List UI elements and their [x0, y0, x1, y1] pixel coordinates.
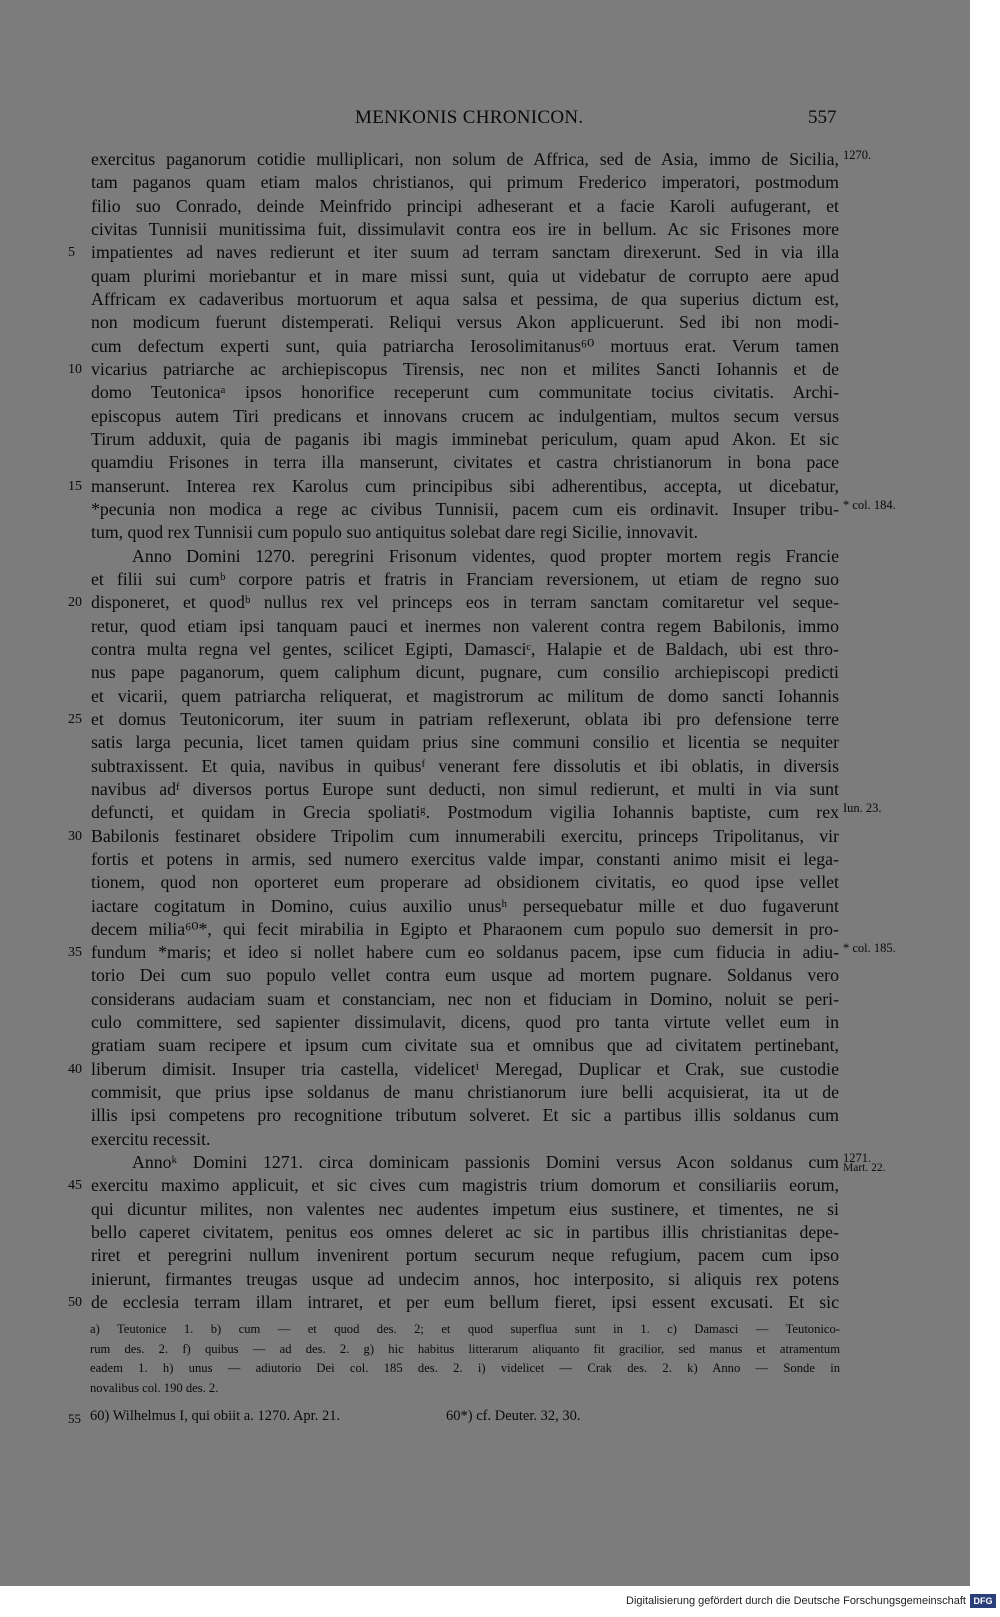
line-text: de ecclesia terram illam intraret, et per eum bellum fieret, ipsi essent excusati. Et sic [91, 1292, 839, 1313]
text-line [0, 895, 970, 918]
footnote-60-star: 60*) cf. Deuter. 32, 30. [446, 1408, 581, 1424]
text-line [0, 311, 970, 334]
running-title: MENKONIS CHRONICON. [355, 107, 584, 128]
main-text [0, 148, 970, 1314]
text-line [0, 964, 970, 987]
funding-credit: Digitalisierung gefördert durch die Deutsche Forschungsgemeinschaft [626, 1595, 966, 1607]
line-text: tionem, quod non oporteret eum properare ad obsidionem civitatis, eo quod ipse vellet [91, 872, 839, 893]
line-text: illis ipsi competens pro recognitione tributum solveret. Et sic a partibus illis soldanus cum [91, 1105, 839, 1126]
line-number: 55 [68, 1411, 81, 1426]
text-line [0, 918, 970, 941]
line-text: liberum dimisit. Insuper tria castella, videlicetⁱ Meregad, Duplicar et Crak, sue custodie [91, 1058, 839, 1079]
text-line [0, 148, 970, 171]
line-text: satis larga pecunia, licet tamen quidam prius sine communi consilio et licentia se nequiter [91, 732, 839, 753]
margin-note: 1270. [843, 148, 872, 162]
line-number: 15 [68, 478, 82, 494]
text-line [0, 498, 970, 521]
line-text: filio suo Conrado, deinde Meinfrido principi adheserant et a facie Karoli aufugerant, et [91, 195, 839, 216]
text-line [0, 1058, 970, 1081]
text-line [0, 1244, 970, 1267]
text-line [0, 1128, 970, 1151]
footnotes [0, 1408, 970, 1432]
line-number: 10 [68, 361, 82, 377]
line-number: 40 [68, 1061, 82, 1077]
text-line [0, 941, 970, 964]
line-text: quamdiu Frisones in terra illa manserunt, civitates et castra christianorum in bona pace [91, 452, 839, 473]
line-text: decem milia⁶⁰*, qui fecit mirabilia in Egipto et Pharaonem cum populo suo demersit in pro- [91, 918, 839, 939]
page-header [0, 107, 970, 133]
line-text: qui dicuntur milites, non valentes nec audentes impetum eius sustinere, et timentes, ne si [91, 1198, 839, 1219]
line-text: tum, quod rex Tunnisii cum populo suo antiquitus solebat dare regi Sicilie, innovavit. [91, 522, 698, 543]
line-text: *pecunia non modica a rege ac civibus Tunnisii, pacem cum eis ordinavit. Insuper tribu- [91, 498, 839, 519]
line-number: 50 [68, 1295, 82, 1311]
line-number: 20 [68, 595, 82, 611]
line-text: exercitu recessit. [91, 1128, 211, 1149]
text-line [0, 1174, 970, 1197]
text-line [0, 755, 970, 778]
text-line [0, 825, 970, 848]
line-text: disponeret, et quodᵇ nullus rex vel princeps eos in terram sanctam comitaretur vel seque- [91, 592, 839, 613]
text-line [0, 1034, 970, 1057]
line-text: et filii sui cumᵇ corpore patris et fratris in Franciam reversionem, ut etiam de regno suo [91, 568, 839, 589]
line-text: Annoᵏ Domini 1271. circa dominicam passionis Domini versus Acon soldanus cum [132, 1152, 839, 1173]
line-text: et vicarii, quem patriarcha reliquerat, et magistrorum ac militum de domo sancti Iohannis [91, 685, 839, 706]
line-text: manserunt. Interea rex Karolus cum principibus sibi adherentibus, accepta, ut dicebatur, [91, 475, 839, 496]
line-text: Anno Domini 1270. peregrini Frisonum videntes, quod propter mortem regis Francie [132, 545, 839, 566]
apparatus-line: rum des. 2. f) quibus — ad des. 2. g) hic habitus litterarum aliquanto fit gracilior, sed manus et atramentum [90, 1341, 840, 1356]
apparatus-line: eadem 1. h) unus — adiutorio Dei col. 185 des. 2. i) videlicet — Crak des. 2. k) Anno — Sonde in [90, 1361, 840, 1375]
footnote-60: 60) Wilhelmus I, qui obiit a. 1270. Apr. 21. [90, 1408, 341, 1424]
text-line [0, 545, 970, 568]
text-line [0, 405, 970, 428]
text-line [0, 475, 970, 498]
text-line [0, 1104, 970, 1127]
text-line [0, 591, 970, 614]
line-text: considerans audaciam suam et constanciam, nec non et fiduciam in Domino, noluit se peri- [91, 988, 839, 1009]
line-text: Affricam ex cadaveribus mortuorum et aqua salsa et pessima, de qua superius dictum est, [91, 288, 839, 309]
line-text: nus pape paganorum, quem caliphum dicunt, pugnare, cum consilio archiepiscopi predicti [91, 662, 839, 683]
text-line [0, 381, 970, 404]
line-text: episcopus autem Tiri predicans et innovans crucem ac indulgentiam, multos secum versus [91, 405, 839, 426]
line-text: culo committere, sed sapienter dissimulavit, dicens, quod pro tanta virtute vellet eum in [91, 1012, 839, 1033]
text-line [0, 1151, 970, 1174]
margin-note: Iun. 23. [843, 801, 882, 816]
line-text: defuncti, et quidam in Grecia spoliatiᵍ. Postmodum vigilia Iohannis baptiste, cum rex [91, 802, 839, 823]
text-line [0, 218, 970, 241]
text-line [0, 1221, 970, 1244]
line-text: retur, quod etiam ipsi tanquam pauci et inermes non valerent contra regem Babilonis, immo [91, 615, 839, 636]
critical-apparatus [90, 1320, 840, 1398]
text-line [0, 195, 970, 218]
line-number: 25 [68, 711, 82, 727]
text-line [0, 661, 970, 684]
line-number: 45 [68, 1178, 82, 1194]
text-line [0, 288, 970, 311]
line-text: navibus adᶠ diversos portus Europe sunt deducti, non simul redierunt, et multi in via sunt [91, 778, 839, 799]
line-text: Tirum adduxit, quia de paganis ibi magis imminebat periculum, quam apud Akon. Et sic [91, 428, 839, 449]
margin-note-date: Mart. 22. [843, 1162, 886, 1175]
text-line [0, 1081, 970, 1104]
text-line [0, 1291, 970, 1314]
line-text: quam plurimi moriebantur et in mare missi sunt, quia ut videbatur de corrupto aere apud [91, 265, 839, 286]
line-text: iactare cogitatum in Domino, cuius auxilio unusʰ persequebatur mille et duo fugaverunt [91, 895, 839, 916]
line-number: 35 [68, 945, 82, 961]
text-line [0, 241, 970, 264]
text-line [0, 358, 970, 381]
line-text: torio Dei cum suo populo vellet contra eum usque ad mortem pugnare. Soldanus vero [91, 965, 839, 986]
text-line [0, 521, 970, 544]
text-line [0, 428, 970, 451]
line-text: gratiam suam recipere et ipsum cum civitate sua et omnibus que ad civitatem pertinebant, [91, 1035, 839, 1056]
line-text: Babilonis festinaret obsidere Tripolim cum innumerabili exercitu, princeps Tripolitanus, vir [91, 825, 839, 846]
line-number: 5 [68, 245, 75, 261]
line-text: inierunt, firmantes treugas usque ad undecim annos, hoc interposito, si aliquis rex potens [91, 1268, 839, 1289]
line-text: bello caperet civitatem, penitus eos omnes deleret ac sic in partibus illis christianitas depe- [91, 1222, 839, 1243]
line-text: riret et peregrini nullum invenirent portum securum neque refugium, pacem cum ipso [91, 1245, 839, 1266]
line-text: civitas Tunnisii munitissima fuit, dissimulavit contra eos ire in bellum. Ac sic Frisones more [91, 218, 839, 239]
line-number: 30 [68, 828, 82, 844]
text-line [0, 685, 970, 708]
margin-note: * col. 185. [843, 941, 896, 956]
text-line [0, 778, 970, 801]
dfg-logo-icon: DFG [970, 1594, 996, 1608]
page-number: 557 [808, 107, 837, 128]
line-text: cum defectum experti sunt, quia patriarcha Ierosolimitanus⁶⁰ mortuus erat. Verum tamen [91, 335, 839, 356]
text-line [0, 848, 970, 871]
text-line [0, 801, 970, 824]
text-line [0, 731, 970, 754]
line-text: tam paganos quam etiam malos christianos, qui primum Frederico imperatori, postmodum [91, 172, 839, 193]
margin-note: 1271. [843, 1151, 872, 1166]
line-text: contra multa regna vel gentes, scilicet Egipti, Damasciᶜ, Halapie et de Baldach, ubi est thro- [91, 638, 839, 659]
line-text: commisit, que prius ipse soldanus de manu christianorum iure belli acquisierat, ita ut de [91, 1082, 839, 1103]
line-text: exercitus paganorum cotidie mulliplicari, non solum de Affrica, sed de Asia, immo de Sicilia, [91, 149, 839, 169]
text-line [0, 871, 970, 894]
text-line [0, 335, 970, 358]
apparatus-line: novalibus col. 190 des. 2. [90, 1380, 219, 1395]
text-line [0, 1011, 970, 1034]
footer-bar [0, 1586, 1000, 1617]
line-text: exercitu maximo applicuit, et sic cives cum magistris trium domorum et consiliariis eorum, [91, 1175, 839, 1196]
line-text: domo Teutonicaᵃ ipsos honorifice receperunt cum communitate tocius civitatis. Archi- [91, 382, 839, 403]
text-line [0, 451, 970, 474]
line-text: vicarius patriarche ac archiepiscopus Tirensis, nec non et milites Sancti Iohannis et de [91, 358, 839, 379]
line-text: subtraxissent. Et quia, navibus in quibusᶠ venerant fere dissolutis et ibi oblatis, in diversis [91, 755, 839, 776]
line-text: non modicum fuerunt distemperati. Reliqui versus Akon applicuerunt. Sed ibi non modi- [91, 312, 839, 333]
text-line [0, 988, 970, 1011]
text-line [0, 1198, 970, 1221]
margin-note: * col. 184. [843, 497, 896, 512]
text-line [0, 171, 970, 194]
text-line [0, 1268, 970, 1291]
line-text: fundum *maris; et ideo si nollet habere cum eo soldanus pacem, ipse cum fiducia in adiu- [91, 942, 839, 963]
apparatus-line: a) Teutonice 1. b) cum — et quod des. 2; et quod superflua sunt in 1. c) Damasci — Teutonico- [90, 1322, 840, 1336]
line-text: fortis et potens in armis, sed numero exercitus valde impar, constanti animo misit ei lega- [91, 848, 839, 869]
text-line [0, 638, 970, 661]
text-line [0, 708, 970, 731]
text-line [0, 265, 970, 288]
line-text: et domus Teutonicorum, iter suum in patriam reflexerunt, oblata ibi pro defensione terre [91, 708, 839, 729]
line-text: impatientes ad naves redierunt et iter suum ad terram sanctam direxerunt. Sed in via illa [91, 242, 839, 263]
text-line [0, 568, 970, 591]
text-line [0, 615, 970, 638]
